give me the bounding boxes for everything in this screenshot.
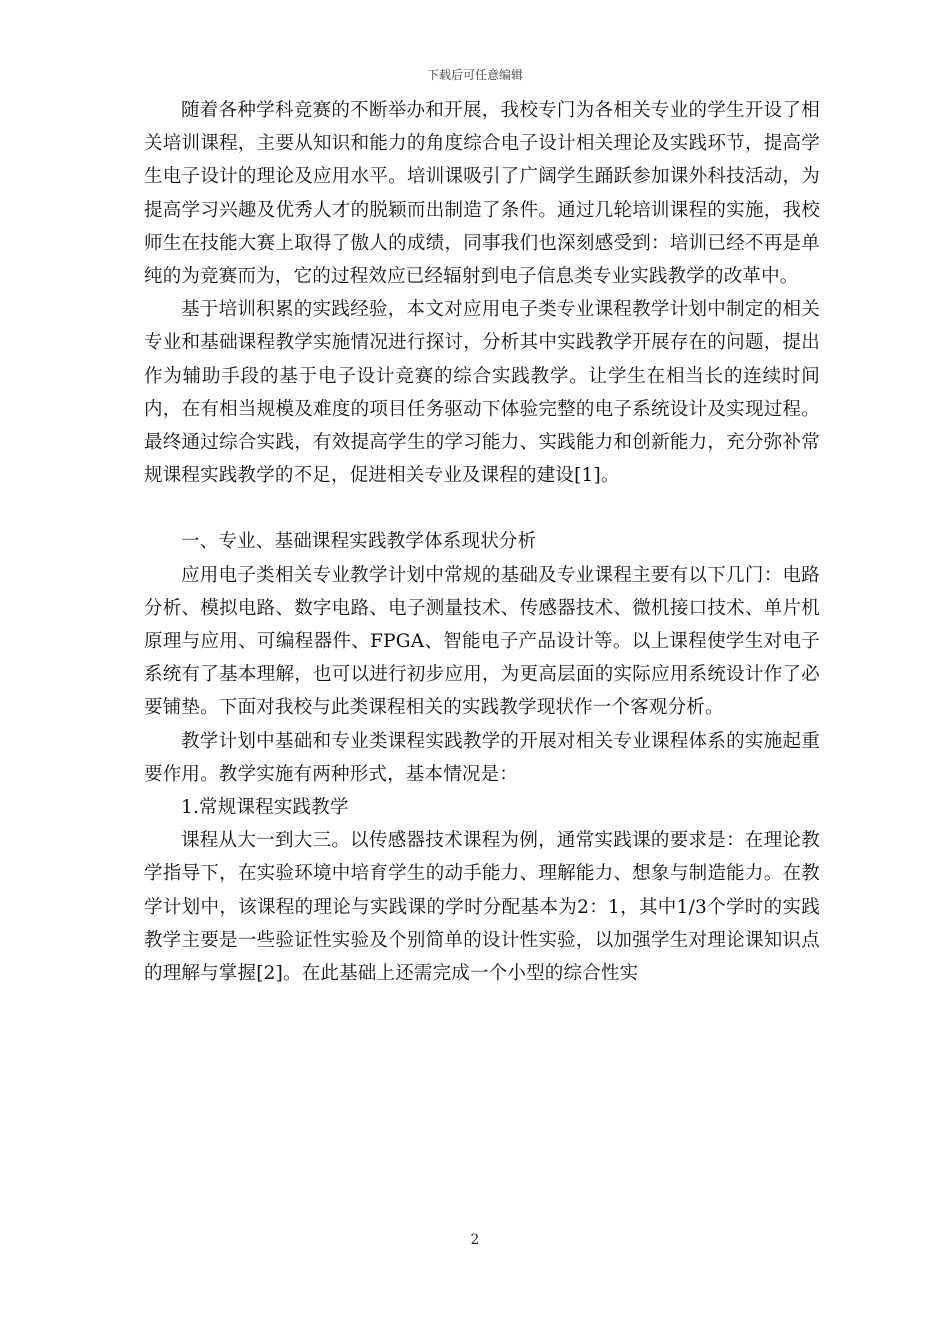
page-number: 2 (470, 1232, 480, 1248)
section-paragraph-2: 教学计划中基础和专业类课程实践教学的开展对相关专业课程体系的实施起重要作用。教学实施有两种形式，基本情况是： (144, 730, 820, 785)
subsection-heading: 1.常规课程实践教学 (181, 797, 349, 819)
document-body (144, 94, 820, 990)
section-paragraph-1: 应用电子类相关专业教学计划中常规的基础及专业课程主要有以下几门：电路分析、模拟电路、数字电路、电子测量技术、传感器技术、微机接口技术、单片机原理与应用、可编程器件、FPGA、智能电子产品设计等。以上课程使学生对电子系统有了基本理解，也可以进行初步应用，为更高层面的实际应用系统设计作了必要铺垫。下面对我校与此类课程相关的实践教学现状作一个客观分析。 (144, 564, 820, 719)
subsection-paragraph: 课程从大一到大三。以传感器技术课程为例，通常实践课的要求是：在理论教学指导下，在实验环境中培育学生的动手能力、理解能力、想象与制造能力。在教学计划中，该课程的理论与实践课的学时分配基本为2：1，其中1/3个学时的实践教学主要是一些验证性实验及个别简单的设计性实验，以加强学生对理论课知识点的理解与掌握[2]。在此基础上还需完成一个小型的综合性实 (144, 830, 820, 985)
intro-paragraph-2: 基于培训积累的实践经验，本文对应用电子类专业课程教学计划中制定的相关专业和基础课程教学实施情况进行探讨，分析其中实践教学开展存在的问题，提出作为辅助手段的基于电子设计竞赛的综合实践教学。让学生在相当长的连续时间内，在有相当规模及难度的项目任务驱动下体验完整的电子系统设计及实现过程。最终通过综合实践，有效提高学生的学习能力、实践能力和创新能力，充分弥补常规课程实践教学的不足，促进相关专业及课程的建设[1]。 (144, 299, 820, 487)
intro-paragraph-1: 随着各种学科竞赛的不断举办和开展，我校专门为各相关专业的学生开设了相关培训课程，主要从知识和能力的角度综合电子设计相关理论及实践环节，提高学生电子设计的理论及应用水平。培训课吸引了广阔学生踊跃参加课外科技活动，为提高学习兴趣及优秀人才的脱颖而出制造了条件。通过几轮培训课程的实施，我校师生在技能大赛上取得了傲人的成绩，同事我们也深刻感受到：培训已经不再是单纯的为竞赛而为，它的过程效应已经辐射到电子信息类专业实践教学的改革中。 (144, 100, 820, 288)
section-heading: 一、专业、基础课程实践教学体系现状分析 (181, 531, 537, 553)
page-header: 下载后可任意编辑 (426, 68, 523, 82)
section-spacer (144, 492, 820, 525)
